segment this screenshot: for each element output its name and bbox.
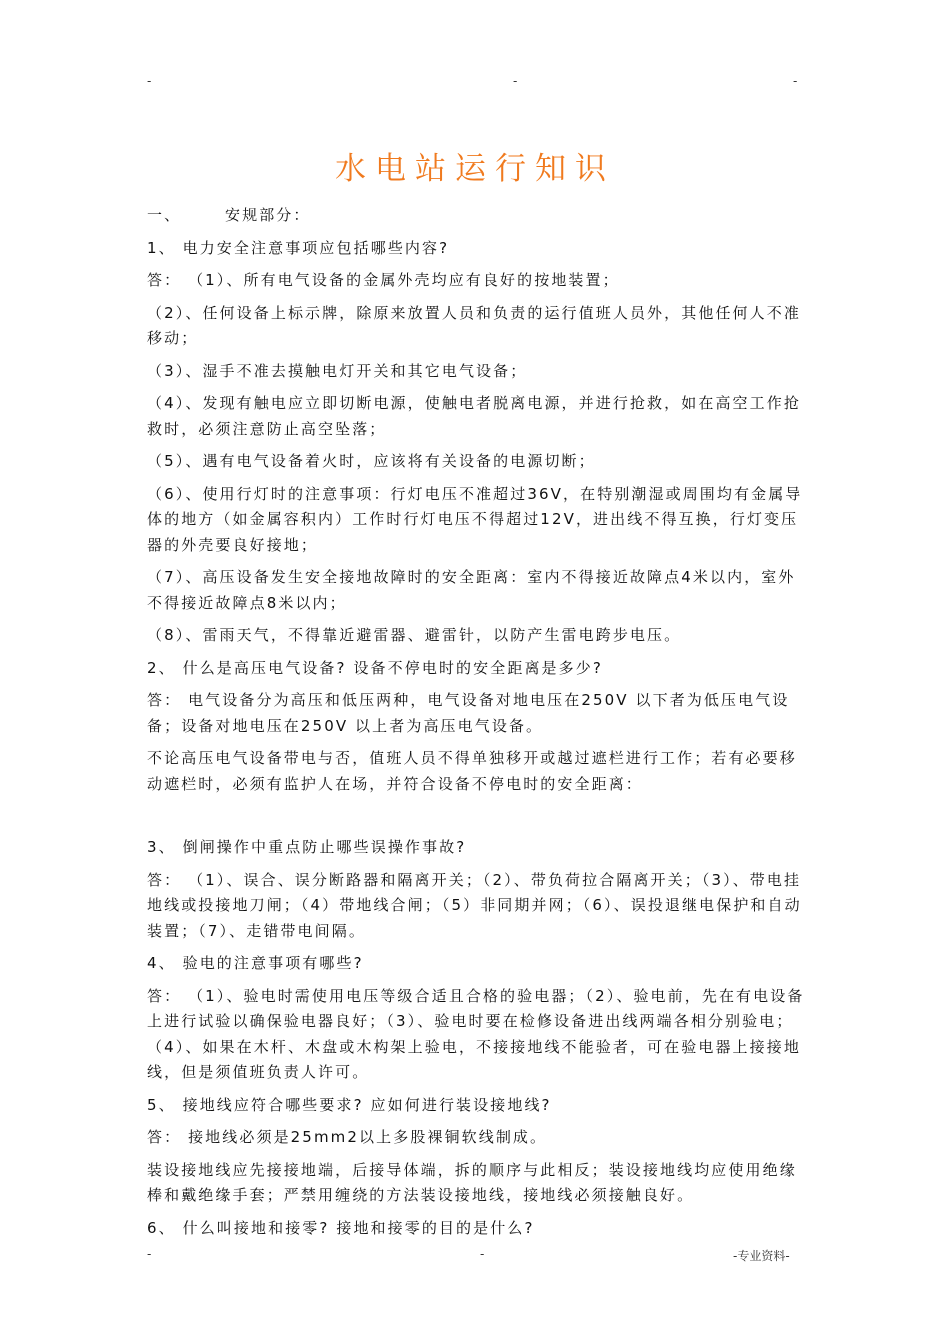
- question-2: 2、 什么是高压电气设备? 设备不停电时的安全距离是多少?: [147, 658, 603, 677]
- answer-1-item-8: （8）、雷雨天气，不得靠近避雷器、避雷针，以防产生雷电跨步电压。: [147, 626, 682, 644]
- question-3: 3、 倒闸操作中重点防止哪些误操作事故?: [147, 838, 467, 856]
- question-4: 4、 验电的注意事项有哪些?: [147, 954, 364, 972]
- footer-right-label: -专业资料-: [733, 1249, 790, 1263]
- answer-1-item-3: （3）、湿手不准去摸触电灯开关和其它电气设备；: [147, 361, 528, 380]
- section-label: 安规部分：: [225, 206, 311, 224]
- section-number: 一、: [147, 206, 182, 224]
- answer-1-item-4: （4）、发现有触电应立即切断电源，使触电者脱离电源，并进行抢救，如在高空工作抢救时，必须注意防止高空坠落；: [147, 394, 801, 438]
- footer-left-mark: -: [147, 1247, 152, 1261]
- question-6: 6、 什么叫接地和接零? 接地和接零的目的是什么?: [147, 1218, 535, 1237]
- answer-5: 答： 接地线必须是25mm2以上多股裸铜软线制成。: [147, 1128, 548, 1146]
- answer-1-item-1: 答： （1）、所有电气设备的金属外壳均应有良好的按地装置；: [147, 271, 620, 289]
- document-body: [147, 203, 807, 1248]
- footer-center-mark: -: [480, 1247, 485, 1261]
- section-heading: [147, 203, 807, 229]
- header-right-mark: -: [793, 74, 798, 88]
- answer-4: 答： （1）、验电时需使用电压等级合适且合格的验电器；（2）、验电前，先在有电设备上进行试验以确保验电器良好；（3）、验电时要在检修设备进出线两端各相分别验电；（4）、如果在木杆、木盘或木构架上验电，不接接地线不能验者，可在验电器上接接地线，但是须值班负责人许可。: [147, 986, 805, 1081]
- question-5: 5、 接地线应符合哪些要求? 应如何进行装设接地线?: [147, 1095, 552, 1114]
- answer-2: 答： 电气设备分为高压和低压两种，电气设备对地电压在250V 以下者为低压电气设备；设备对地电压在250V 以上者为高压电气设备。: [147, 691, 790, 735]
- answer-5-continued: 装设接地线应先接接地端，后接导体端，拆的顺序与此相反；装设接地线均应使用绝缘棒和戴绝缘手套；严禁用缠绕的方法装设接地线，接地线必须接触良好。: [147, 1160, 797, 1204]
- blank-gap: [147, 804, 807, 835]
- answer-1-item-7: （7）、高压设备发生安全接地故障时的安全距离：室内不得接近故障点4米以内，室外不得接近故障点8米以内；: [147, 568, 796, 612]
- answer-1-item-6: （6）、使用行灯时的注意事项：行灯电压不准超过36V，在特别潮湿或周围均有金属导体的地方（如金属容积内）工作时行灯电压不得超过12V，进出线不得互换，行灯变压器的外壳要良好接地；: [147, 484, 803, 554]
- document-title: 水电站运行知识: [335, 150, 615, 187]
- answer-1-item-2: （2）、任何设备上标示牌，除原来放置人员和负责的运行值班人员外，其他任何人不准移动；: [147, 303, 801, 347]
- question-1: 1、 电力安全注意事项应包括哪些内容?: [147, 238, 450, 257]
- answer-2-continued: 不论高压电气设备带电与否，值班人员不得单独移开或越过遮栏进行工作；若有必要移动遮栏时，必须有监护人在场，并符合设备不停电时的安全距离：: [147, 749, 797, 793]
- header-left-mark: -: [147, 74, 152, 88]
- answer-1-item-5: （5）、遇有电气设备着火时，应该将有关设备的电源切断；: [147, 452, 596, 470]
- header-center-mark: -: [513, 74, 518, 88]
- answer-3: 答： （1）、误合、误分断路器和隔离开关；（2）、带负荷拉合隔离开关；（3）、带电挂地线或投接地刀闸；（4）带地线合闸；（5）非同期并网；（6）、误投退继电保护和自动装置；（7）、走错带电间隔。: [147, 870, 802, 940]
